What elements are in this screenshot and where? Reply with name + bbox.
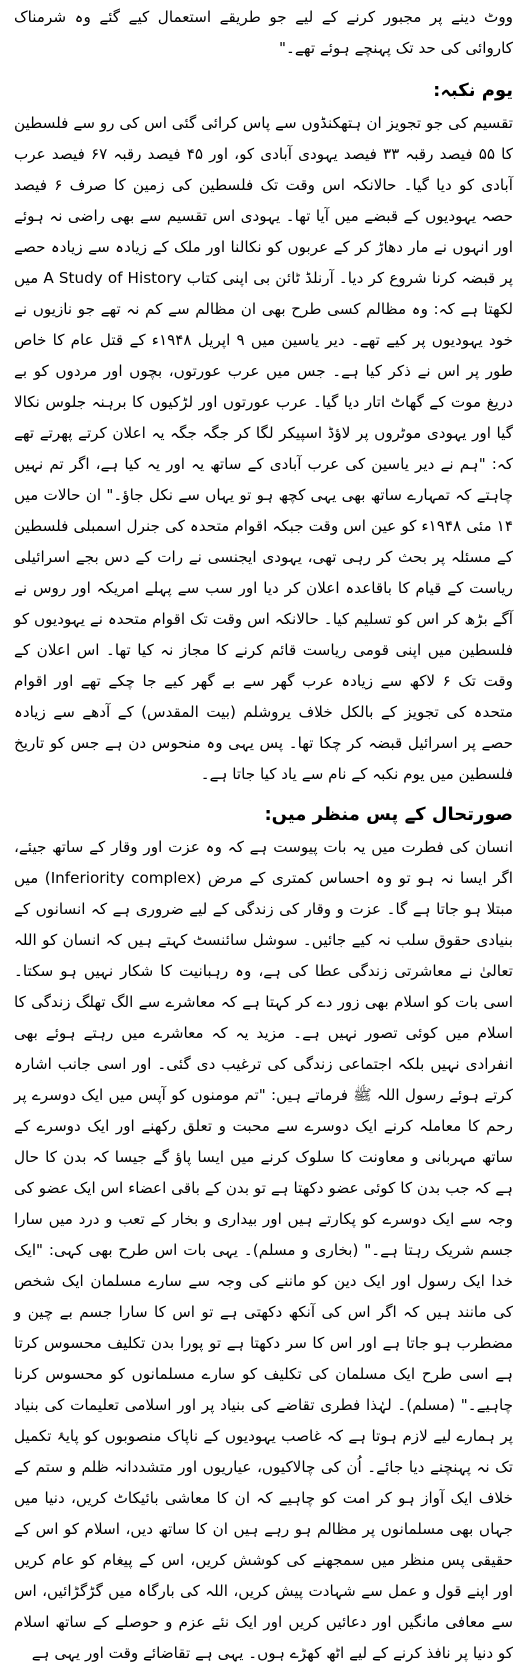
section-heading-nakba: یوم نکبہ: <box>433 80 513 101</box>
intro-fragment: ووٹ دینے پر مجبور کرنے کے لیے جو طریقے استعمال کیے گئے وہ شرمناک کاروائی کی حد تک پہنچے ہوئے تھے۔" <box>14 8 513 57</box>
section-heading-context: صورتحال کے پس منظر میں: <box>264 804 513 825</box>
context-paragraph: انسان کی فطرت میں یہ بات پیوست ہے کہ وہ عزت اور وقار کے ساتھ جیئے، اگر ایسا نہ ہو تو وہ احساس کمتری کے مرض (Inferiority complex) میں مبتلا ہو جاتا ہے گا۔ عزت و وقار کی زندگی کے لیے ضروری ہے کہ انسانوں کے بنیادی حقوق سلب نہ کیے جائیں۔ سوشل سائنسٹ کہتے ہیں کہ انسان کو اللہ تعالیٰ نے معاشرتی زندگی عطا کی ہے، وہ رہبانیت کا شکار نہیں ہو سکتا۔ اسی بات کو اسلام بھی زور دے کر کہتا ہے کہ معاشرے سے الگ تھلگ زندگی کا اسلام میں کوئی تصور نہیں ہے۔ مزید یہ کہ معاشرے میں رہتے ہوئے بھی انفرادی نہیں بلکہ اجتماعی زندگی کی ترغیب دی گئی۔ اور اسی جانب اشارہ کرتے ہوئے رسول اللہ ﷺ فرماتے ہیں: "تم مومنوں کو آپس میں ایک دوسرے پر رحم کا معاملہ کرنے ایک دوسرے سے محبت و تعلق رکھنے اور ایک دوسرے کے ساتھ مہربانی و معاونت کا سلوک کرنے میں ایسا پاؤ گے جیسا کہ بدن کا حال ہے کہ جب بدن کا کوئی عضو دکھتا ہے تو بدن کے باقی اعضاء اس ایک عضو کی وجہ سے ایک دوسرے کو پکارتے ہیں اور بیداری و بخار کے تعب و درد میں سارا جسم شریک رہتا ہے۔" (بخاری و مسلم)۔ یہی بات اس طرح بھی کہی: "ایک خدا ایک رسول اور ایک دین کو ماننے کی وجہ سے سارے مسلمان ایک شخص کی مانند ہیں کہ اگر اس کی آنکھ دکھتی ہے تو اس کا سارا جسم بے چین و مضطرب ہو جاتا ہے اور اس کا سر دکھتا ہے تو پورا بدن تکلیف محسوس کرتا ہے اسی طرح ایک مسلمان کی تکلیف کو سارے مسلمانوں کو محسوس کرنا چاہیے۔" (مسلم)۔ لہٰذا فطری تقاضے کی بنیاد پر اور اسلامی تعلیمات کی بنیاد پر ہمارے لیے لازم ہوتا ہے کہ غاصب یہودیوں کے ناپاک منصوبوں کو پایۂ تکمیل تک نہ پہنچنے دیا جائے۔ اُن کی چالاکیوں، عیاریوں اور متشددانہ ظلم و ستم کے خلاف ایک آواز ہو کر امت کو چاہیے کہ ان کا معاشی بائیکاٹ کریں، دنیا میں جہاں بھی مسلمانوں پر مظالم ہو رہے ہیں ان کا ساتھ دیں، اسلام کو اس کے حقیقی پس منظر میں سمجھنے کی کوشش کریں، اس کے پیغام کو عام کریں اور اپنے قول و عمل سے شہادت پیش کریں، اللہ کی بارگاہ میں گڑگڑائیں، اس سے معافی مانگیں اور دعائیں کریں اور ایک نئے عزم و حوصلے کے ساتھ اسلام کو دنیا پر نافذ کرنے کے لیے اٹھ کھڑے ہوں۔ یہی ہے تقاضائے وقت اور یہی ہے <box>14 838 513 1662</box>
nakba-paragraph: تقسیم کی جو تجویز ان ہتھکنڈوں سے پاس کرائی گئی اس کی رو سے فلسطین کا ۵۵ فیصد رقبہ ۳۳ فیصد یہودی آبادی کو، اور ۴۵ فیصد رقبہ ۶۷ فیصد عرب آبادی کو دیا گیا۔ حالانکہ اس وقت تک فلسطین کی زمین کا صرف ۶ فیصد حصہ یہودیوں کے قبضے میں آیا تھا۔ یہودی اس تقسیم سے بھی راضی نہ ہوئے اور انہوں نے مار دھاڑ کر کے عربوں کو نکالنا اور ملک کے زیادہ سے زیادہ حصے پر قبضہ کرنا شروع کر دیا۔ آرنلڈ ٹائن بی اپنی کتاب A Study of History میں لکھتا ہے کہ: وہ مظالم کسی طرح بھی ان مظالم سے کم نہ تھے جو نازیوں نے خود یہودیوں پر کیے تھے۔ دیر یاسین میں ۹ اپریل ۱۹۴۸ء کے قتل عام کا خاص طور پر اس نے ذکر کیا ہے۔ جس میں عرب عورتوں، بچوں اور مردوں کو بے دریغ موت کے گھاٹ اتار دیا گیا۔ عرب عورتوں اور لڑکیوں کا برہنہ جلوس نکالا گیا اور یہودی موٹروں پر لاؤڈ اسپیکر لگا کر جگہ جگہ یہ اعلان کرتے پھرتے تھے کہ: "ہم نے دیر یاسین کی عرب آبادی کے ساتھ یہ اور یہ کیا ہے، اگر تم نہیں چاہتے کہ تمہارے ساتھ بھی یہی کچھ ہو تو یہاں سے نکل جاؤ۔" ان حالات میں ۱۴ مئی ۱۹۴۸ء کو عین اس وقت جبکہ اقوام متحدہ کی جنرل اسمبلی فلسطین کے مسئلہ پر بحث کر رہی تھی، یہودی ایجنسی نے رات کے دس بجے اسرائیلی ریاست کے قیام کا باقاعدہ اعلان کر دیا اور سب سے پہلے امریکہ اور روس نے آگے بڑھ کر اس کو تسلیم کیا۔ حالانکہ اس وقت تک اقوام متحدہ نے یہودیوں کو فلسطین میں اپنی قومی ریاست قائم کرنے کا مجاز نہ کیا تھا۔ اس اعلان کے وقت تک ۶ لاکھ سے زیادہ عرب گھر سے بے گھر کیے جا چکے تھے اور اقوام متحدہ کی تجویز کے بالکل خلاف یروشلم (بیت المقدس) کے آدھے سے زیادہ حصے پر اسرائیل قبضہ کر چکا تھا۔ پس یہی وہ منحوس دن ہے جس کو تاریخ فلسطین میں یوم نکبہ کے نام سے یاد کیا جاتا ہے۔ <box>14 114 514 783</box>
